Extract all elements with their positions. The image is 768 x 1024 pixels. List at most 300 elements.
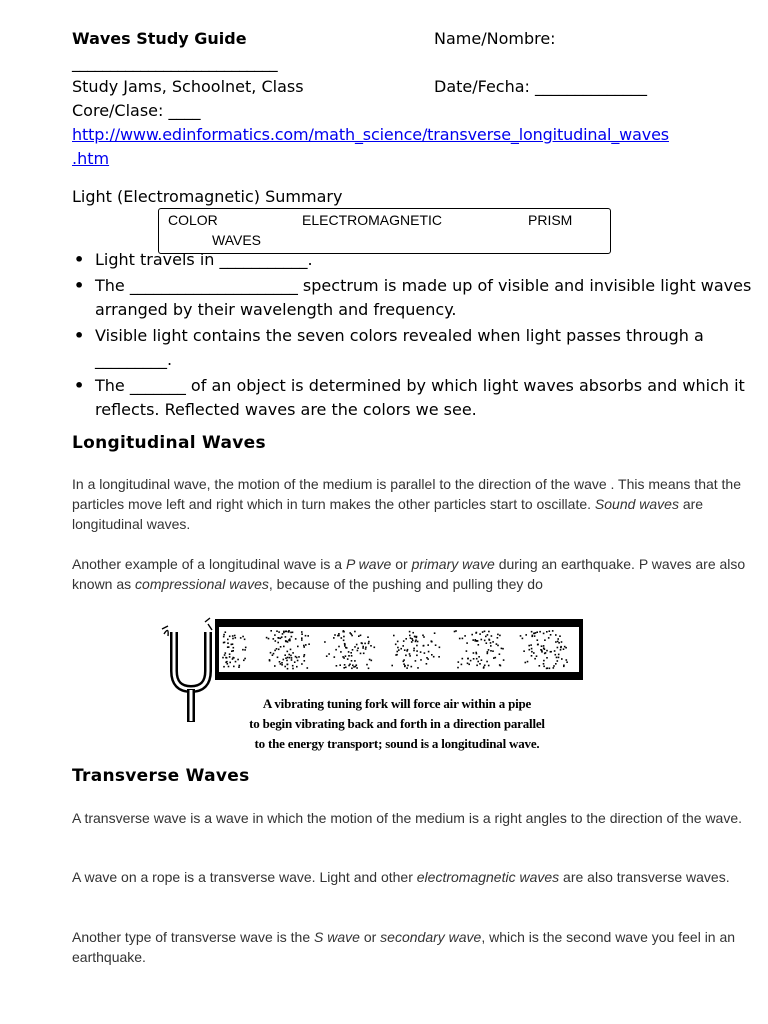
- air-particle: [416, 645, 418, 647]
- air-particle: [348, 665, 350, 667]
- air-particle: [366, 664, 368, 666]
- sources-line: Study Jams, Schoolnet, Class: [72, 77, 304, 96]
- air-particle: [232, 650, 234, 652]
- air-particle: [503, 659, 505, 661]
- air-particle: [297, 660, 299, 662]
- air-particle: [350, 652, 352, 654]
- air-particle: [395, 644, 397, 646]
- air-particle: [338, 633, 340, 635]
- air-particle: [478, 656, 480, 658]
- air-particle: [237, 659, 239, 661]
- air-particle: [224, 642, 226, 644]
- air-particle: [235, 637, 237, 639]
- air-particle: [564, 646, 566, 648]
- air-particle: [407, 649, 409, 651]
- air-particle: [287, 668, 289, 670]
- air-particle: [462, 638, 464, 640]
- air-particle: [468, 664, 470, 666]
- date-label: Date/Fecha:: [434, 77, 530, 96]
- air-particle: [522, 638, 524, 640]
- air-particle: [479, 633, 481, 635]
- air-particle: [413, 650, 415, 652]
- air-particle: [289, 657, 291, 659]
- air-particle: [543, 666, 545, 668]
- air-particle: [308, 643, 310, 645]
- air-particle: [411, 638, 413, 640]
- air-particle: [555, 663, 557, 665]
- air-particle: [525, 634, 527, 636]
- air-particle: [410, 637, 412, 639]
- air-particle: [397, 641, 399, 643]
- air-particle: [225, 652, 227, 654]
- air-particle: [304, 654, 306, 656]
- air-particle: [355, 666, 357, 668]
- date-field: [434, 75, 647, 99]
- bullet-item: • The _______ of an object is determined by which light waves absorbs and which it reflects. Reflected waves are the colors we see.: [72, 374, 752, 422]
- core-field: [72, 99, 201, 123]
- air-particle: [520, 635, 522, 637]
- air-particle: [470, 660, 472, 662]
- air-particle: [461, 664, 463, 666]
- air-particle: [547, 667, 549, 669]
- air-particle: [548, 637, 550, 639]
- air-particle: [298, 656, 300, 658]
- air-particle: [491, 635, 493, 637]
- air-particle: [476, 640, 478, 642]
- air-particle: [487, 651, 489, 653]
- air-particle: [557, 638, 559, 640]
- air-particle: [228, 666, 230, 668]
- air-particle: [244, 649, 246, 651]
- air-particle: [223, 634, 225, 636]
- air-particle: [528, 645, 530, 647]
- air-particle: [476, 658, 478, 660]
- air-particle: [285, 640, 287, 642]
- air-particle: [431, 654, 433, 656]
- air-particle: [414, 636, 416, 638]
- air-particle: [225, 662, 227, 664]
- air-particle: [417, 641, 419, 643]
- air-particle: [242, 649, 244, 651]
- air-particle: [336, 665, 338, 667]
- air-particle: [365, 647, 367, 649]
- air-particle: [371, 660, 373, 662]
- air-particle: [466, 642, 468, 644]
- air-particle: [525, 662, 527, 664]
- air-particle: [351, 668, 353, 670]
- air-particle: [351, 660, 353, 662]
- air-particle: [343, 667, 345, 669]
- air-particle: [558, 642, 560, 644]
- air-particle: [229, 636, 231, 638]
- air-particle: [433, 656, 435, 658]
- air-particle: [340, 651, 342, 653]
- air-particle: [324, 641, 326, 643]
- air-pipe: [217, 621, 581, 678]
- air-particle: [227, 639, 229, 641]
- air-particle: [345, 655, 347, 657]
- air-particle: [349, 632, 351, 634]
- air-particle: [467, 663, 469, 665]
- air-particle: [233, 647, 235, 649]
- bullet-item: • Visible light contains the seven colors revealed when light passes through a _________.: [72, 324, 752, 372]
- air-particle: [285, 657, 287, 659]
- air-particle: [535, 632, 537, 634]
- air-particle: [288, 654, 290, 656]
- air-particle: [416, 655, 418, 657]
- air-particle: [529, 649, 531, 651]
- air-particle: [476, 653, 478, 655]
- air-particle: [544, 639, 546, 641]
- air-particle: [346, 647, 348, 649]
- air-particle: [403, 663, 405, 665]
- air-particle: [393, 635, 395, 637]
- air-particle: [354, 646, 356, 648]
- air-particle: [344, 664, 346, 666]
- air-particle: [487, 653, 489, 655]
- air-particle: [472, 639, 474, 641]
- air-particle: [347, 658, 349, 660]
- air-particle: [501, 648, 503, 650]
- air-particle: [546, 657, 548, 659]
- air-particle: [337, 635, 339, 637]
- air-particle: [478, 644, 480, 646]
- air-particle: [301, 639, 303, 641]
- air-particle: [369, 659, 371, 661]
- word-bank-item: ELECTROMAGNETIC: [302, 212, 443, 228]
- air-particle: [427, 644, 429, 646]
- air-particle: [555, 634, 557, 636]
- air-particle: [352, 665, 354, 667]
- air-particle: [360, 635, 362, 637]
- air-particle: [362, 647, 364, 649]
- air-particle: [303, 645, 305, 647]
- source-link[interactable]: [72, 123, 752, 171]
- air-particle: [280, 638, 282, 640]
- air-particle: [356, 667, 358, 669]
- air-particle: [227, 642, 229, 644]
- air-particle: [527, 661, 529, 663]
- air-particle: [486, 661, 488, 663]
- air-particle: [481, 659, 483, 661]
- air-particle: [492, 641, 494, 643]
- bullet-item: • The _____________________ spectrum is made up of visible and invisible light waves arranged by their wavelength and frequency.: [72, 274, 752, 322]
- air-particle: [566, 659, 568, 661]
- air-particle: [351, 635, 353, 637]
- air-particle: [357, 650, 359, 652]
- air-particle: [397, 651, 399, 653]
- air-particle: [554, 650, 556, 652]
- air-particle: [296, 666, 298, 668]
- air-particle: [455, 630, 457, 632]
- air-particle: [374, 647, 376, 649]
- air-particle: [362, 646, 364, 648]
- air-particle: [291, 636, 293, 638]
- air-particle: [502, 648, 504, 650]
- air-particle: [406, 667, 408, 669]
- air-particle: [490, 642, 492, 644]
- air-particle: [403, 640, 405, 642]
- air-particle: [343, 630, 345, 632]
- air-particle: [490, 650, 492, 652]
- air-particle: [268, 638, 270, 640]
- air-particle: [541, 651, 543, 653]
- air-particle: [305, 644, 307, 646]
- air-particle: [282, 633, 284, 635]
- air-particle: [348, 655, 350, 657]
- air-particle: [409, 655, 411, 657]
- air-particle: [288, 630, 290, 632]
- air-particle: [297, 646, 299, 648]
- air-particle: [285, 631, 287, 633]
- figure-caption-line: to the energy transport; sound is a longitudinal wave.: [254, 736, 540, 751]
- air-particle: [397, 647, 399, 649]
- air-particle: [278, 649, 280, 651]
- bullet-item: • Light travels in ___________.: [72, 248, 752, 272]
- air-particle: [464, 635, 466, 637]
- air-particle: [287, 664, 289, 666]
- air-particle: [222, 657, 224, 659]
- air-particle: [417, 667, 419, 669]
- air-particle: [266, 637, 268, 639]
- air-particle: [224, 654, 226, 656]
- air-particle: [229, 653, 231, 655]
- longitudinal-paragraph-1: In a longitudinal wave, the motion of the medium is parallel to the direction of the wave . This means that the particles move left and right which in turn makes the other particles start to oscillate. Sound waves are longitudinal waves.: [72, 476, 742, 532]
- air-particle: [409, 653, 411, 655]
- air-particle: [305, 635, 307, 637]
- air-particle: [301, 631, 303, 633]
- air-particle: [428, 651, 430, 653]
- air-particle: [361, 642, 363, 644]
- air-particle: [484, 631, 486, 633]
- light-summary-heading: Light (Electromagnetic) Summary: [72, 187, 343, 206]
- air-particle: [400, 648, 402, 650]
- air-particle: [477, 661, 479, 663]
- air-particle: [534, 658, 536, 660]
- air-particle: [395, 654, 397, 656]
- air-particle: [415, 660, 417, 662]
- air-particle: [273, 653, 275, 655]
- air-particle: [280, 663, 282, 665]
- air-particle: [338, 646, 340, 648]
- air-particle: [565, 647, 567, 649]
- air-particle: [284, 666, 286, 668]
- air-particle: [550, 651, 552, 653]
- air-particle: [270, 652, 272, 654]
- air-particle: [499, 653, 501, 655]
- air-particle: [431, 641, 433, 643]
- air-particle: [405, 655, 407, 657]
- air-particle: [523, 650, 525, 652]
- air-particle: [488, 631, 490, 633]
- air-particle: [232, 635, 234, 637]
- air-particle: [556, 657, 558, 659]
- air-particle: [231, 650, 233, 652]
- air-particle: [439, 647, 441, 649]
- air-particle: [544, 653, 546, 655]
- air-particle: [531, 655, 533, 657]
- air-particle: [543, 633, 545, 635]
- air-particle: [536, 631, 538, 633]
- air-particle: [537, 639, 539, 641]
- air-particle: [238, 666, 240, 668]
- air-particle: [368, 641, 370, 643]
- air-particle: [339, 664, 341, 666]
- air-particle: [333, 637, 335, 639]
- air-particle: [539, 665, 541, 667]
- air-particle: [557, 660, 559, 662]
- air-particle: [287, 651, 289, 653]
- air-particle: [563, 648, 565, 650]
- air-particle: [407, 665, 409, 667]
- air-particle: [416, 650, 418, 652]
- air-particle: [364, 643, 366, 645]
- air-particle: [398, 649, 400, 651]
- air-particle: [351, 655, 353, 657]
- air-particle: [485, 636, 487, 638]
- air-particle: [281, 662, 283, 664]
- source-link-line1[interactable]: http://www.edinformatics.com/math_science/transverse_longitudinal_waves: [72, 125, 669, 144]
- air-particle: [495, 657, 497, 659]
- air-particle: [539, 631, 541, 633]
- air-particle: [411, 641, 413, 643]
- air-particle: [275, 640, 277, 642]
- air-particle: [343, 657, 345, 659]
- air-particle: [227, 663, 229, 665]
- air-particle: [292, 665, 294, 667]
- air-particle: [344, 644, 346, 646]
- air-particle: [473, 658, 475, 660]
- air-particle: [335, 649, 337, 651]
- air-particle: [276, 648, 278, 650]
- air-particle: [352, 649, 354, 651]
- air-particle: [409, 635, 411, 637]
- air-particle: [295, 638, 297, 640]
- air-particle: [420, 659, 422, 661]
- air-particle: [368, 668, 370, 670]
- air-particle: [561, 641, 563, 643]
- air-particle: [435, 644, 437, 646]
- air-particle: [549, 668, 551, 670]
- air-particle: [244, 639, 246, 641]
- figure-caption-line: A vibrating tuning fork will force air within a pipe: [262, 696, 532, 711]
- air-particle: [284, 654, 286, 656]
- air-particle: [353, 666, 355, 668]
- air-particle: [552, 630, 554, 632]
- air-particle: [541, 645, 543, 647]
- air-particle: [326, 655, 328, 657]
- figure-caption: [205, 694, 589, 754]
- air-particle: [283, 646, 285, 648]
- air-particle: [537, 644, 539, 646]
- air-particle: [291, 659, 293, 661]
- air-particle: [484, 665, 486, 667]
- air-particle: [481, 639, 483, 641]
- air-particle: [286, 660, 288, 662]
- air-particle: [409, 631, 411, 633]
- name-blank: ___________________________: [72, 53, 278, 72]
- air-particle: [365, 648, 367, 650]
- air-particle: [354, 660, 356, 662]
- air-particle: [484, 640, 486, 642]
- longitudinal-paragraph-2: Another example of a longitudinal wave is a P wave or primary wave during an earthquake. P waves are also known as compressional waves, because of the pushing and pulling they do: [72, 556, 746, 592]
- air-particle: [404, 665, 406, 667]
- air-particle: [328, 653, 330, 655]
- air-particle: [360, 653, 362, 655]
- air-particle: [566, 661, 568, 663]
- air-particle: [277, 637, 279, 639]
- air-particle: [334, 656, 336, 658]
- air-particle: [534, 635, 536, 637]
- air-particle: [427, 658, 429, 660]
- air-particle: [560, 647, 562, 649]
- air-particle: [232, 638, 234, 640]
- air-particle: [232, 643, 234, 645]
- air-particle: [423, 636, 425, 638]
- air-particle: [292, 668, 294, 670]
- air-particle: [294, 661, 296, 663]
- air-particle: [476, 632, 478, 634]
- air-particle: [497, 634, 499, 636]
- air-particle: [496, 643, 498, 645]
- air-particle: [274, 634, 276, 636]
- air-particle: [235, 661, 237, 663]
- air-particle: [354, 631, 356, 633]
- air-particle: [474, 640, 476, 642]
- air-particle: [492, 650, 494, 652]
- air-particle: [543, 663, 545, 665]
- figure-caption-line: to begin vibrating back and forth in a direction parallel: [249, 716, 545, 731]
- air-particle: [304, 660, 306, 662]
- air-particle: [227, 646, 229, 648]
- air-particle: [307, 635, 309, 637]
- air-particle: [292, 632, 294, 634]
- word-bank-item: PRISM: [528, 212, 573, 228]
- air-particle: [240, 637, 242, 639]
- air-particle: [225, 631, 227, 633]
- air-particle: [285, 636, 287, 638]
- air-particle: [499, 635, 501, 637]
- air-particle: [341, 637, 343, 639]
- air-particle: [536, 655, 538, 657]
- air-particle: [413, 648, 415, 650]
- air-particle: [223, 636, 225, 638]
- air-particle: [560, 649, 562, 651]
- air-particle: [277, 642, 279, 644]
- air-particle: [363, 653, 365, 655]
- air-particle: [368, 643, 370, 645]
- air-particle: [274, 665, 276, 667]
- air-particle: [423, 645, 425, 647]
- air-particle: [479, 663, 481, 665]
- source-link-line2[interactable]: .htm: [72, 149, 110, 168]
- air-particle: [290, 632, 292, 634]
- air-particle: [348, 651, 350, 653]
- air-particle: [229, 662, 231, 664]
- air-particle: [549, 630, 551, 632]
- air-particle: [531, 631, 533, 633]
- air-particle: [223, 666, 225, 668]
- transverse-paragraph-1: A transverse wave is a wave in which the motion of the medium is a right angles to the direction of the wave.: [72, 810, 743, 826]
- air-particle: [344, 645, 346, 647]
- air-particle: [278, 631, 280, 633]
- air-particle: [454, 631, 456, 633]
- air-particle: [391, 665, 393, 667]
- air-particle: [343, 640, 345, 642]
- air-particle: [307, 667, 309, 669]
- air-particle: [546, 650, 548, 652]
- air-particle: [438, 656, 440, 658]
